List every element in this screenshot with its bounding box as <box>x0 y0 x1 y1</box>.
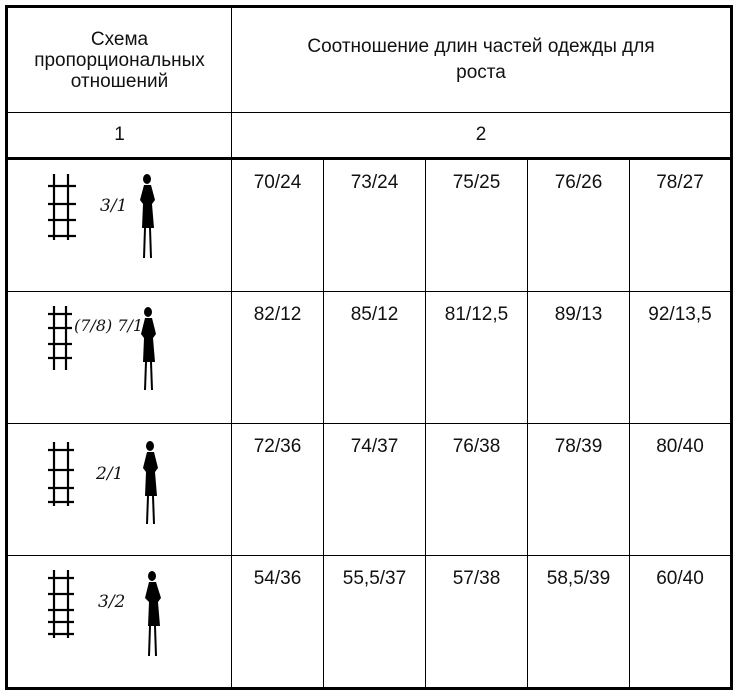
table-cell <box>426 424 528 556</box>
cell-value: 92/13,5 <box>648 304 712 325</box>
table-cell <box>426 159 528 292</box>
header-line: пропорциональных <box>34 49 205 71</box>
scheme-cell <box>7 292 232 424</box>
cell-value: 76/38 <box>452 436 501 457</box>
table-cell <box>528 159 630 292</box>
cell-value: 60/40 <box>656 568 704 589</box>
table-cell <box>630 292 732 424</box>
cell-value: 58,5/39 <box>546 568 611 589</box>
header-line: Соотношение длин частей одежды для <box>307 36 655 57</box>
table-cell <box>528 292 630 424</box>
scheme-cell <box>7 159 232 292</box>
table-row <box>7 556 732 689</box>
cell-value: 76/26 <box>554 172 603 193</box>
table-cell <box>324 159 426 292</box>
scheme-cell <box>7 556 232 689</box>
table-cell <box>426 292 528 424</box>
proportion-scheme-silhouette-icon <box>8 292 233 411</box>
proportion-scheme-silhouette-icon <box>8 556 233 675</box>
cell-value: 74/37 <box>350 436 399 457</box>
table-cell <box>630 556 732 689</box>
scheme-ratio-label: 3/2 <box>98 592 126 612</box>
cell-value: 80/40 <box>656 436 704 457</box>
scheme-ratio-label: (7/8) 7/1 <box>74 316 144 335</box>
header-line: роста <box>456 62 506 83</box>
cell-value: 70/24 <box>253 172 302 193</box>
header-line: Схема <box>90 28 149 50</box>
cell-value: 85/12 <box>350 304 399 325</box>
column-number-row <box>7 113 732 159</box>
proportion-scheme-silhouette-icon <box>8 160 233 279</box>
table-cell <box>324 556 426 689</box>
cell-value: 89/13 <box>554 304 603 325</box>
column-number-1: 1 <box>7 113 232 159</box>
header-row <box>7 7 732 113</box>
table-cell <box>232 556 324 689</box>
ratio-column-header <box>232 7 732 113</box>
cell-value: 78/27 <box>656 172 704 193</box>
scheme-cell <box>7 424 232 556</box>
cell-value: 75/25 <box>452 172 501 193</box>
table-row <box>7 292 732 424</box>
header-line: отношений <box>70 70 169 92</box>
table-cell <box>630 424 732 556</box>
cell-value: 55,5/37 <box>342 568 407 589</box>
cell-value: 72/36 <box>253 436 302 457</box>
table-row <box>7 424 732 556</box>
table-cell <box>630 159 732 292</box>
table-cell <box>232 424 324 556</box>
cell-value: 82/12 <box>253 304 302 325</box>
proportions-table <box>5 5 733 690</box>
cell-value: 73/24 <box>350 172 399 193</box>
scheme-ratio-label: 3/1 <box>100 196 128 216</box>
table-cell <box>324 292 426 424</box>
table-cell <box>528 556 630 689</box>
table-cell <box>528 424 630 556</box>
scheme-ratio-label: 2/1 <box>96 464 124 484</box>
scheme-column-header <box>7 7 232 113</box>
table-row <box>7 159 732 292</box>
cell-value: 81/12,5 <box>444 304 509 325</box>
cell-value: 78/39 <box>554 436 603 457</box>
table-cell <box>426 556 528 689</box>
cell-value: 54/36 <box>253 568 302 589</box>
table-cell <box>232 159 324 292</box>
column-number-2: 2 <box>232 113 732 159</box>
table-cell <box>232 292 324 424</box>
table-cell <box>324 424 426 556</box>
cell-value: 57/38 <box>452 568 501 589</box>
